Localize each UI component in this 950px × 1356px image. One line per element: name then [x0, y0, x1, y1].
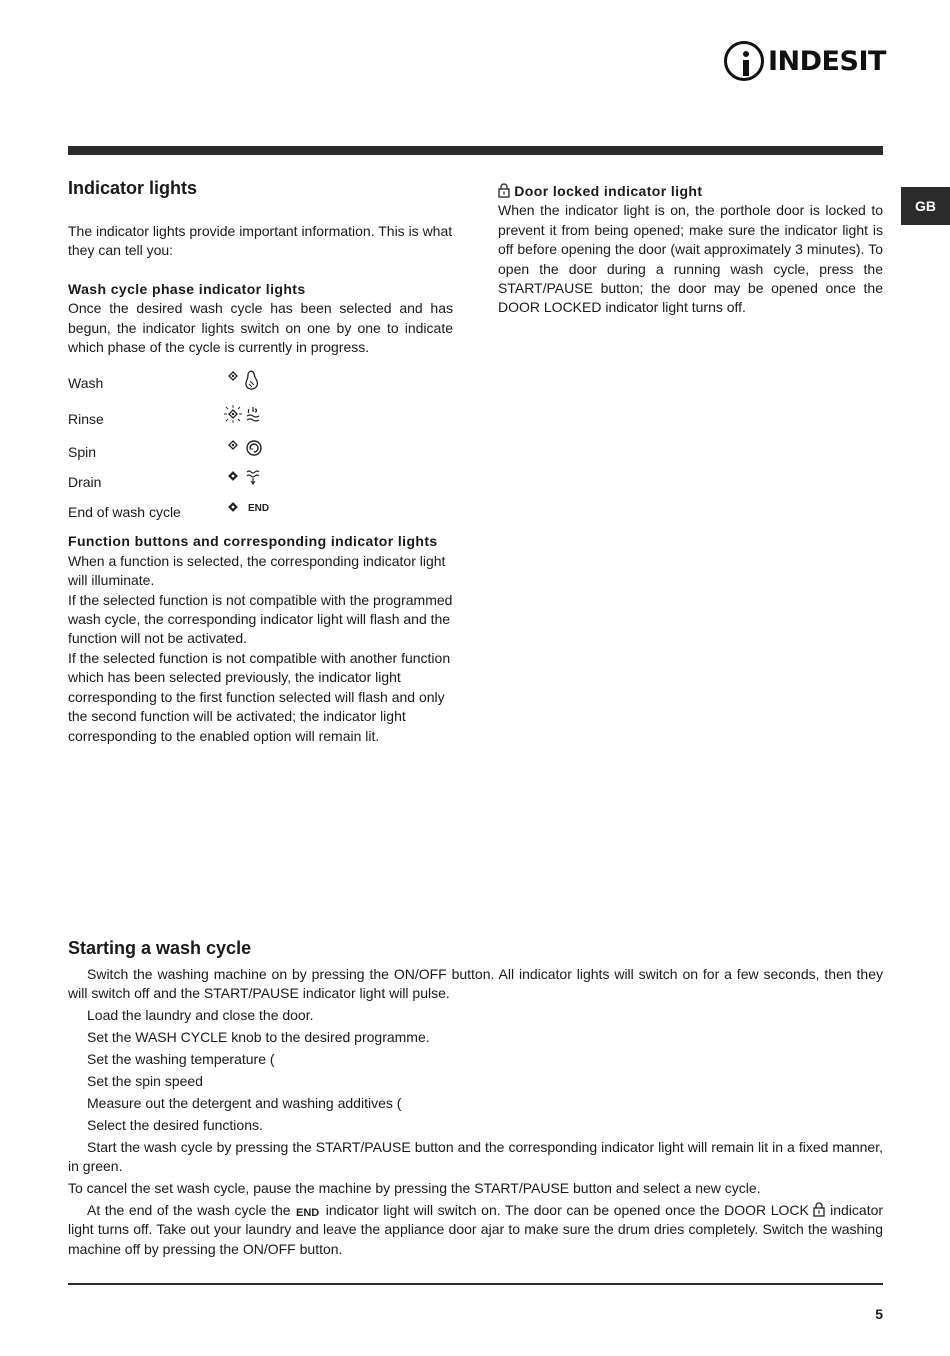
phase-row-spin: Spin: [68, 438, 453, 468]
step-7: Select the desired functions.: [87, 1116, 263, 1133]
starting-title: Starting a wash cycle: [68, 938, 252, 958]
svg-text:END: END: [296, 1206, 320, 1217]
section-title: Indicator lights: [68, 178, 198, 198]
function-title: Function buttons and corresponding indicator lights: [68, 533, 438, 550]
step-2: Load the laundry and close the door.: [87, 1007, 314, 1024]
end-icon: [223, 498, 283, 526]
end-text: At the end of the wash cycle the END indicator light will switch on. The door can be opened once the DOOR LOCK indicator light turns off. Take out your laundry and leave the appliance door ajar to make sure the drum dries completely. Switch the washing machine off by pressing the ON/OFF button.: [68, 1201, 884, 1257]
phase-title: Wash cycle phase indicator lights: [68, 280, 306, 297]
footer-rule: [68, 1283, 883, 1285]
function-text-1: When a function is selected, the corresponding indicator light will illuminate.: [68, 552, 446, 589]
starting-section: [68, 938, 883, 1262]
phase-row-rinse: Rinse: [68, 405, 453, 438]
step-5: Set the spin speed: [87, 1073, 203, 1090]
spin-icon: [223, 438, 283, 466]
function-text-3: If the selected function is not compatible with another function which has been selected previously, the indicator light corresponding to the first function selected will flash and only the second function will be activated; the indicator light corresponding to the enabled option will remain lit.: [68, 649, 451, 744]
step-1: Switch the washing machine on by pressing the ON/OFF button. All indicator lights will switch on for a few seconds, then they will switch off and the START/PAUSE indicator light will pulse.: [68, 966, 883, 1002]
brand-name: INDESIT: [768, 46, 886, 77]
door-locked-title: Door locked indicator light: [514, 183, 703, 199]
phase-row-drain: Drain: [68, 468, 453, 498]
step-6: Measure out the detergent and washing additives (: [87, 1094, 402, 1111]
indicator-lights-section: [68, 178, 453, 746]
step-3: Set the WASH CYCLE knob to the desired programme.: [87, 1029, 430, 1046]
lock-icon: [498, 183, 510, 198]
rinse-icon: [223, 405, 283, 433]
phase-indicator-table: [68, 369, 453, 528]
step-4: Set the washing temperature (: [87, 1051, 275, 1068]
door-locked-text: When the indicator light is on, the porthole door is locked to prevent it from being opened; make sure the indicator light is off before opening the door (wait approximately 3 minutes). To open the door during a running wash cycle, press the START/PAUSE button; the door may be opened once the DOOR LOCKED indicator light turns off.: [498, 202, 883, 316]
svg-text:END: END: [248, 503, 270, 515]
page-number: 5: [875, 1306, 883, 1322]
drain-icon: [223, 468, 283, 496]
phase-text: Once the desired wash cycle has been selected and has begun, the indicator lights switch on one by one to indicate which phase of the cycle is currently in progress.: [68, 300, 453, 356]
intro-text: The indicator lights provide important information. This is what they can tell you:: [68, 223, 453, 259]
phase-row-wash: Wash: [68, 369, 453, 405]
function-text-2: If the selected function is not compatible with the programmed wash cycle, the corresponding indicator light will flash and the function will not be activated.: [68, 591, 453, 647]
header-rule: [68, 146, 883, 155]
door-locked-section: [498, 182, 883, 318]
indesit-logo: [724, 41, 886, 83]
door-locked-heading: [498, 182, 883, 201]
wash-icon: [223, 369, 283, 397]
logo-circle: [724, 41, 764, 81]
end-inline-icon: [295, 1205, 321, 1217]
step-8: Start the wash cycle by pressing the START/PAUSE button and the corresponding indicator light will remain lit in a fixed manner, in green.: [68, 1138, 883, 1175]
cancel-text: To cancel the set wash cycle, pause the machine by pressing the START/PAUSE button and select a new cycle.: [68, 1180, 761, 1197]
door-lock-inline-icon: [813, 1202, 825, 1217]
phase-row-end: End of wash cycle END: [68, 498, 453, 528]
language-tab: GB: [901, 187, 950, 225]
